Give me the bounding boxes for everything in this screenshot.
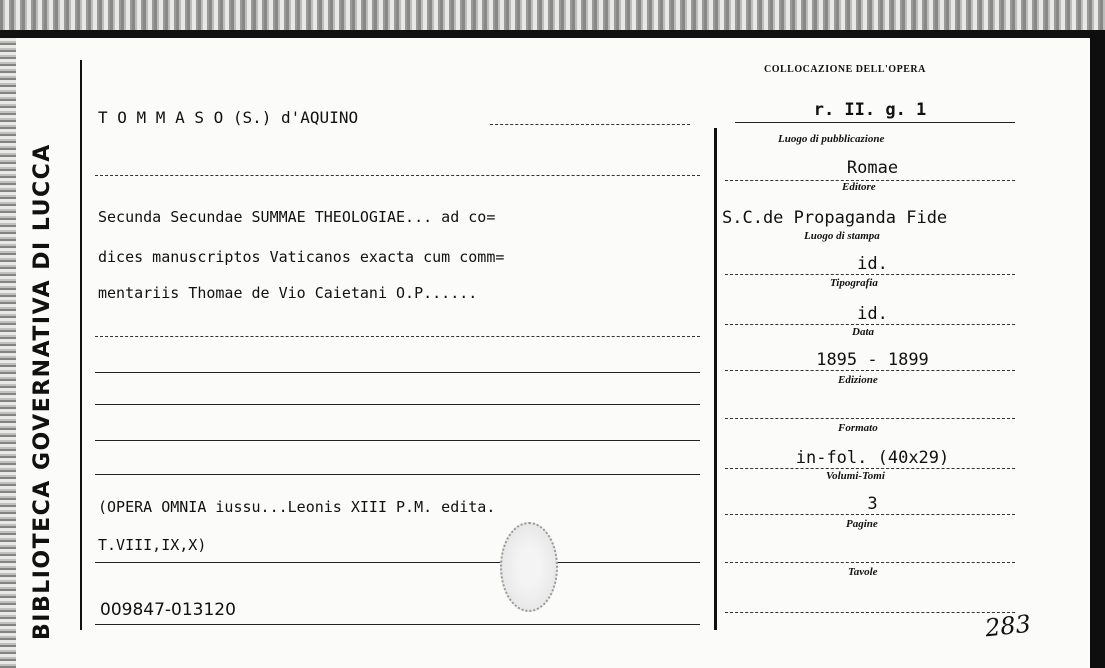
column-divider	[714, 128, 717, 630]
label-luogo-stampa: Luogo di stampa	[804, 230, 880, 242]
record-id: 009847-013120	[100, 600, 236, 620]
label-data: Data	[852, 326, 874, 338]
field-line	[725, 514, 1015, 516]
right-border	[1090, 30, 1105, 668]
value-editore: S.C.de Propaganda Fide	[722, 208, 948, 228]
value-tipografia: id.	[857, 304, 888, 324]
collocazione-heading: COLLOCAZIONE DELL'OPERA	[764, 64, 926, 75]
rule-line	[95, 562, 700, 564]
rule-line	[95, 175, 700, 177]
label-editore: Editore	[842, 181, 876, 193]
faded-stamp	[500, 522, 558, 612]
title-line-2: dices manuscriptos Vaticanos exacta cum comm=	[98, 248, 505, 266]
author-heading: T O M M A S O (S.) d'AQUINO	[98, 108, 359, 127]
rule-line	[95, 336, 700, 338]
rule-line	[95, 372, 700, 374]
field-line	[725, 612, 1015, 614]
shelfmark: r. II. g. 1	[813, 100, 927, 120]
value-formato: in-fol. (40x29)	[795, 448, 950, 468]
value-luogo-pubblicazione: Romae	[846, 158, 899, 178]
rule-line	[95, 624, 700, 626]
label-pagine: Pagine	[846, 518, 878, 530]
rule-line	[95, 440, 700, 442]
handwritten-number: 283	[983, 609, 1033, 643]
library-name: BIBLIOTECA GOVERNATIVA DI LUCCA	[30, 143, 55, 640]
top-border	[0, 30, 1105, 38]
series-line-1: (OPERA OMNIA iussu...Leonis XIII P.M. edita.	[98, 498, 496, 516]
value-luogo-stampa: id.	[857, 254, 888, 274]
rule-line	[95, 404, 700, 406]
field-line	[725, 180, 1015, 182]
field-line	[725, 274, 1015, 276]
author-line	[490, 124, 690, 126]
left-margin-line	[80, 60, 82, 630]
label-edizione: Edizione	[838, 374, 878, 386]
series-line-2: T.VIII,IX,X)	[98, 536, 207, 554]
title-line-3: mentariis Thomae de Vio Caietani O.P......	[98, 284, 478, 302]
label-luogo-pubblicazione: Luogo di pubblicazione	[778, 133, 885, 145]
shelfmark-line	[735, 122, 1015, 124]
label-tavole: Tavole	[848, 566, 878, 578]
rule-line	[95, 474, 700, 476]
value-data: 1895 - 1899	[816, 350, 929, 370]
label-formato: Formato	[838, 422, 878, 434]
label-volumi-tomi: Volumi-Tomi	[826, 470, 885, 482]
field-line	[725, 562, 1015, 564]
label-tipografia: Tipografia	[830, 277, 878, 289]
left-torn-edge	[0, 38, 16, 668]
value-volumi-tomi: 3	[867, 494, 878, 514]
field-line	[725, 418, 1015, 420]
field-line	[725, 370, 1015, 372]
title-line-1: Secunda Secundae SUMMAE THEOLOGIAE... ad co=	[98, 208, 496, 226]
